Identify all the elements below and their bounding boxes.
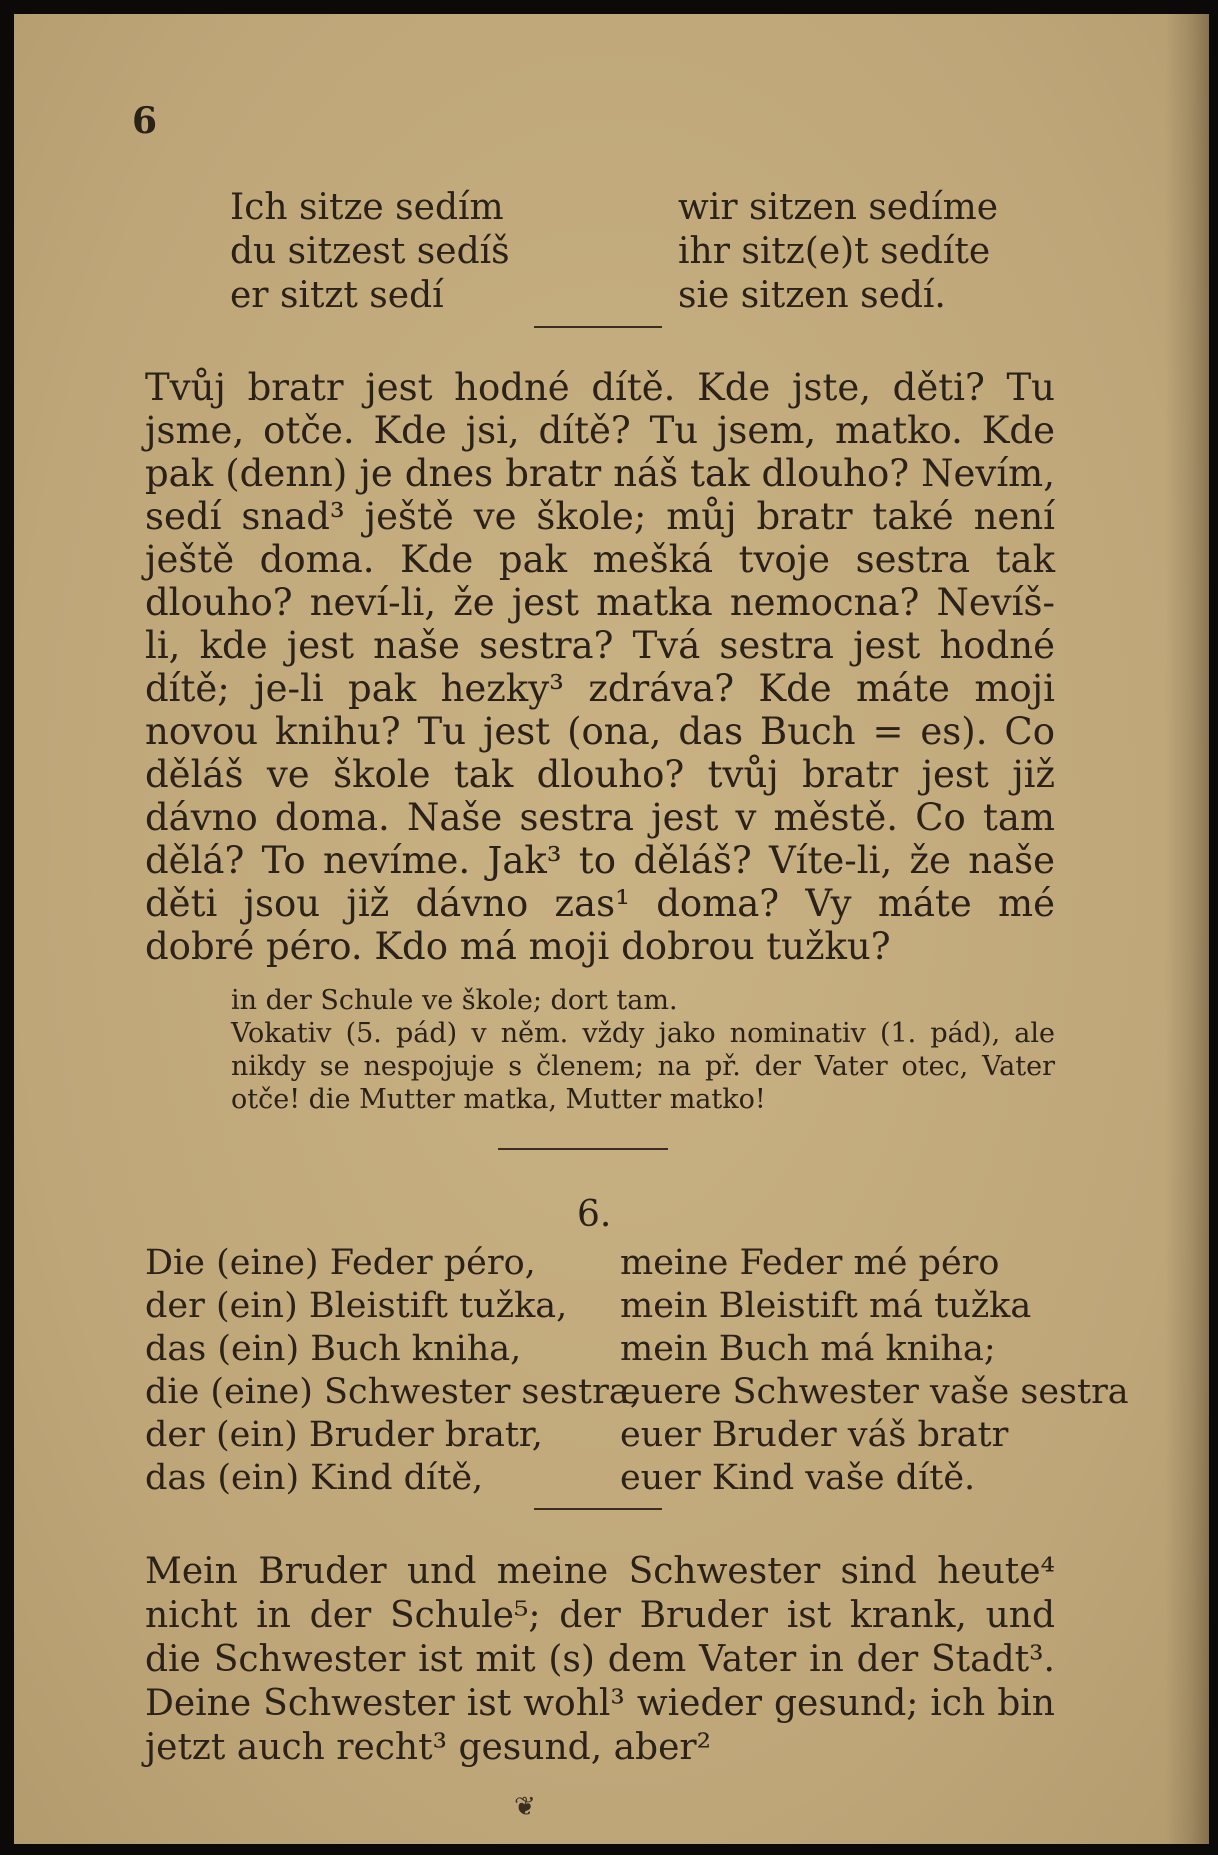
vocabulary-right: meine Feder mé péro (620, 1243, 1000, 1283)
vocabulary-right: euere Schwester vaše sestra (620, 1372, 1129, 1412)
vocabulary-right: mein Buch má kniha; (620, 1329, 996, 1369)
footnote-block (145, 984, 1055, 1116)
divider-rule (534, 1508, 662, 1510)
conjugation-line: du sitzest sedíš (230, 231, 510, 272)
vocabulary-row (145, 1328, 1065, 1371)
vocabulary-left: das (ein) Kind dítě, (145, 1458, 484, 1498)
book-page (14, 14, 1209, 1844)
vocabulary-left: die (eine) Schwester sestra, (145, 1372, 641, 1412)
conjugation-line: ihr sitz(e)t sedíte (678, 231, 991, 272)
page-number: 6 (132, 100, 158, 142)
vocabulary-right: euer Kind vaše dítě. (620, 1458, 976, 1498)
footnote-line: Vokativ (5. pád) v něm. vždy jako nominativ (1. pád), ale nikdy se nespojuje s členem; na př. der Vater otec, Vater otče! die Mutter matka, Mutter matko! (231, 1018, 1055, 1115)
vocabulary-row (145, 1371, 1129, 1414)
vocabulary-left: der (ein) Bruder bratr, (145, 1415, 543, 1455)
ornament-icon: ❦ (514, 1792, 536, 1822)
vocabulary-left: Die (eine) Feder péro, (145, 1243, 536, 1283)
vocabulary-right: euer Bruder váš bratr (620, 1415, 1009, 1455)
vocabulary-left: das (ein) Buch kniha, (145, 1329, 522, 1369)
conjugation-line: sie sitzen sedí. (678, 275, 946, 316)
conjugation-line: Ich sitze sedím (230, 187, 504, 228)
footnote-line: in der Schule ve škole; dort tam. (231, 985, 678, 1016)
vocabulary-row (145, 1242, 1065, 1285)
conjugation-line: er sitzt sedí (230, 275, 444, 316)
exercise-paragraph: Tvůj bratr jest hodné dítě. Kde jste, děti? Tu jsme, otče. Kde jsi, dítě? Tu jsem, matko. Kde pak (denn) je dnes bratr náš tak dlouho? Nevím, sedí snad³ ještě ve škole; můj bratr také není ještě doma. Kde pak mešká tvoje sestra tak dlouho? neví-li, že jest matka nemocna? Nevíš-li, kde jest naše sestra? Tvá sestra jest hodné dítě; je-li pak hezky³ zdráva? Kde máte moji novou knihu? Tu jest (ona, das Buch = es). Co děláš ve škole tak dlouho? tvůj bratr jest již dávno doma. Naše sestra jest v městě. Co tam dělá? To nevíme. Jak³ to děláš? Víte-li, že naše děti jsou již dávno zas¹ doma? Vy máte mé dobré péro. Kdo má moji dobrou tužku? (145, 366, 1055, 968)
conjugation-line: wir sitzen sedíme (678, 187, 999, 228)
conjugation-singular (230, 186, 510, 318)
vocabulary-left: der (ein) Bleistift tužka, (145, 1286, 568, 1326)
vocabulary-row (145, 1414, 1065, 1457)
vocabulary-table (145, 1242, 1129, 1500)
vocabulary-row (145, 1285, 1065, 1328)
section-number: 6. (577, 1194, 612, 1235)
divider-rule (498, 1148, 668, 1150)
page-gutter-shadow (1165, 14, 1209, 1844)
german-paragraph: Mein Bruder und meine Schwester sind heute⁴ nicht in der Schule⁵; der Bruder ist krank, und die Schwester ist mit (s) dem Vater in der Stadt³. Deine Schwester ist wohl³ wieder gesund; ich bin jetzt auch recht³ gesund, aber² (145, 1551, 1055, 1768)
conjugation-plural (678, 186, 998, 318)
vocabulary-right: mein Bleistift má tužka (620, 1286, 1032, 1326)
divider-rule (534, 326, 662, 328)
vocabulary-row (145, 1457, 1065, 1500)
